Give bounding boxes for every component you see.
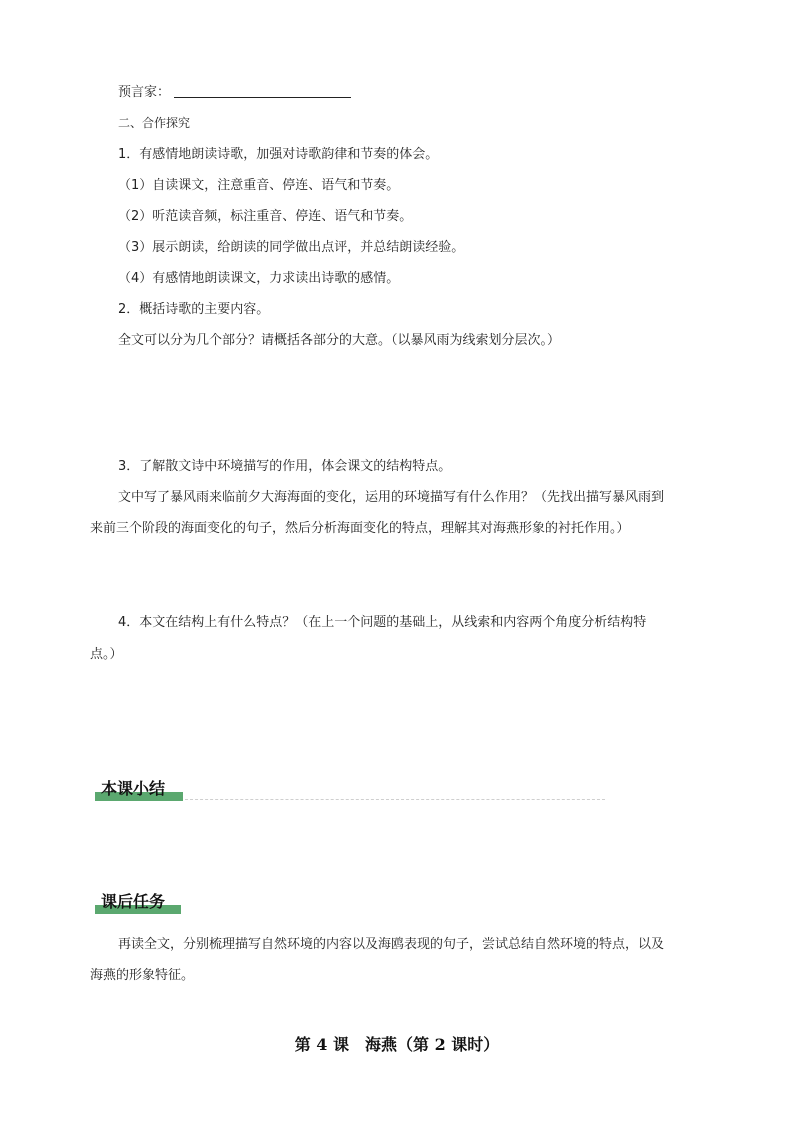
homework-text-line-1: 再读全文，分别梳理描写自然环境的内容以及海鸥表现的句子，尝试总结自然环境的特点，以及 (118, 937, 665, 952)
question-1: 1．有感情地朗读诗歌，加强对诗歌韵律和节奏的体会。 (118, 147, 439, 162)
question-1-step: （3）展示朗读，给朗读的同学做出点评，并总结朗读经验。 (118, 240, 465, 255)
lesson-summary-label: 本课小结 (101, 779, 166, 798)
homework-heading (95, 890, 185, 914)
homework-label: 课后任务 (101, 892, 166, 911)
dashed-divider (185, 799, 605, 800)
question-2-prompt: 全文可以分为几个部分？请概括各部分的大意。（以暴风雨为线索划分层次。） (118, 333, 561, 348)
lesson-title: 第 4 课 海燕（第 2 课时） (294, 1035, 500, 1054)
question-1-step: （2）听范读音频，标注重音、停连、语气和节奏。 (118, 209, 413, 224)
question-3: 3．了解散文诗中环境描写的作用，体会课文的结构特点。 (118, 459, 452, 474)
question-3-prompt-line-2: 来前三个阶段的海面变化的句子，然后分析海面变化的特点，理解其对海燕形象的衬托作用。） (90, 521, 630, 536)
question-4-line-1: 4．本文在结构上有什么特点？（在上一个问题的基础上，从线索和内容两个角度分析结构特 (118, 615, 647, 630)
question-3-prompt-line-1: 文中写了暴风雨来临前夕大海海面的变化，运用的环境描写有什么作用？（先找出描写暴风雨到 (118, 490, 665, 505)
section-title-cooperative-inquiry: 二、合作探究 (118, 116, 191, 130)
homework-text-line-2: 海燕的形象特征。 (90, 968, 195, 983)
prophet-label: 预言家： (118, 85, 171, 100)
lesson-summary-heading (95, 777, 605, 801)
prophet-answer-blank[interactable] (174, 97, 351, 98)
question-1-step: （4）有感情地朗读课文，力求读出诗歌的感情。 (118, 271, 400, 286)
question-1-step: （1）自读课文，注意重音、停连、语气和节奏。 (118, 178, 400, 193)
question-2: 2．概括诗歌的主要内容。 (118, 302, 270, 317)
question-4-line-2: 点。） (90, 647, 123, 662)
